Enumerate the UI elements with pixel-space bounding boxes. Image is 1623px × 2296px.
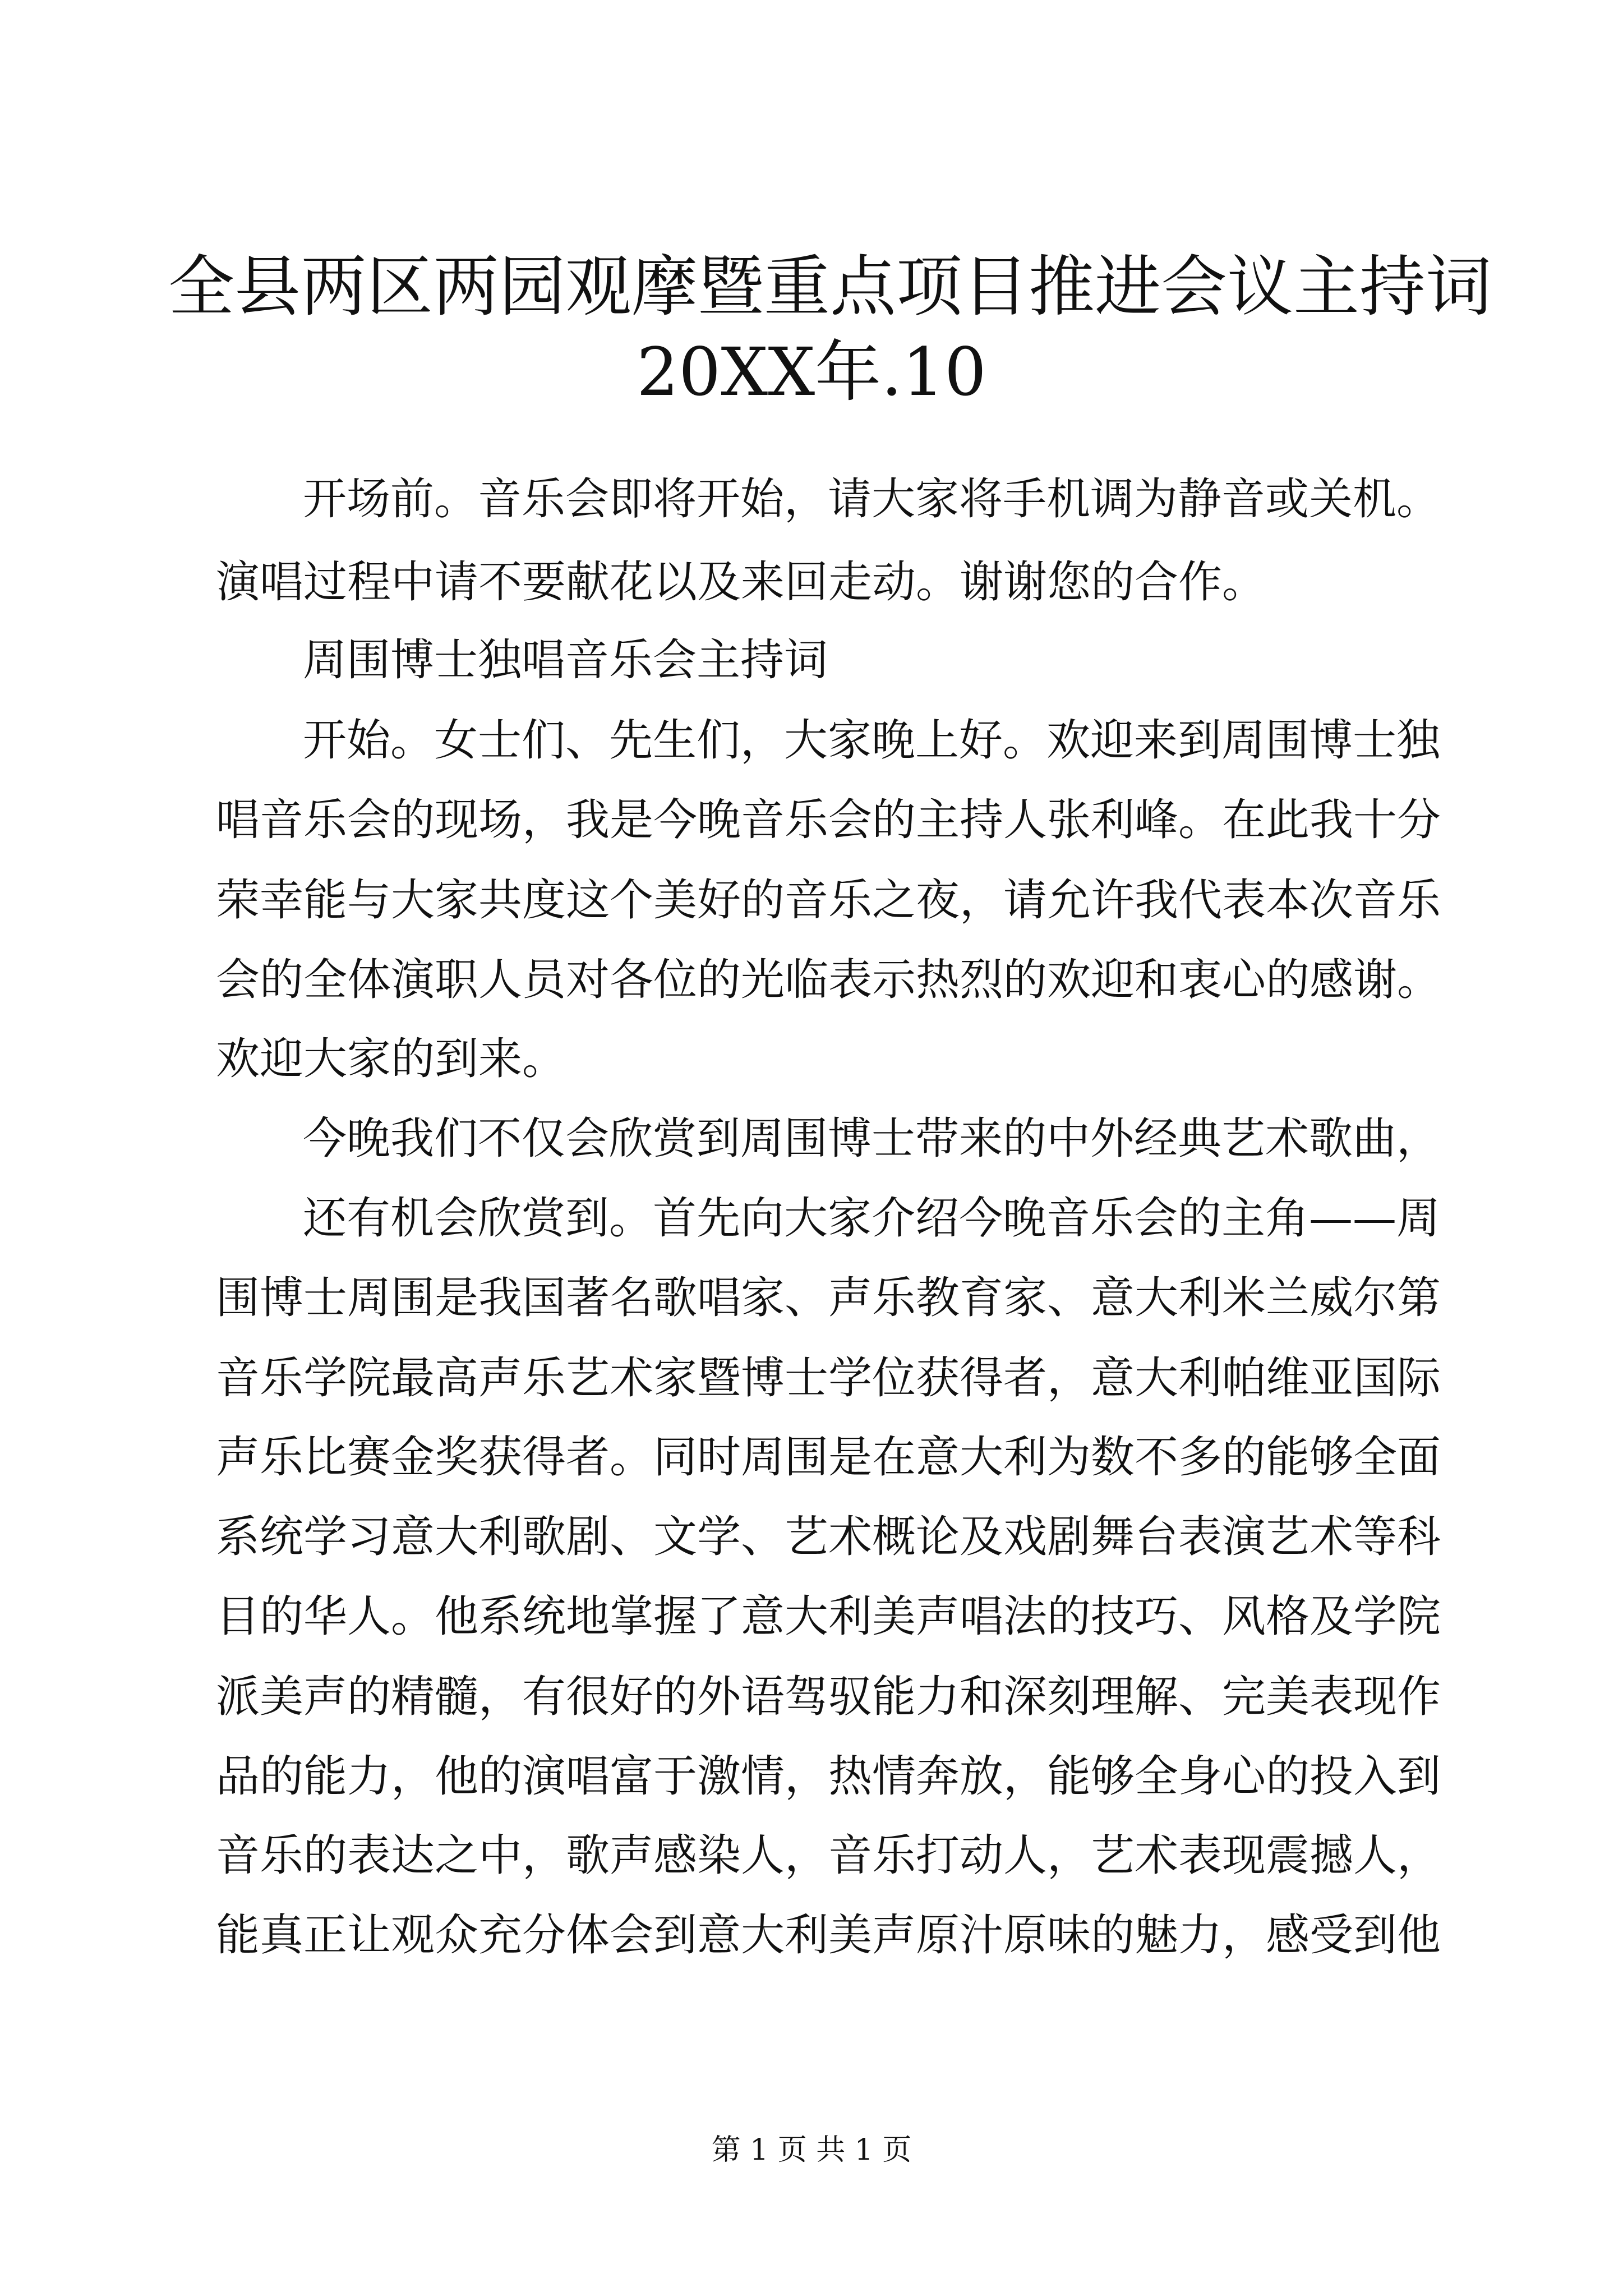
paragraph-line: 荣幸能与大家共度这个美好的音乐之夜，请允许我代表本次音乐	[216, 875, 1441, 926]
paragraph-line: 品的能力，他的演唱富于激情，热情奔放，能够全身心的投入到	[216, 1751, 1441, 1802]
paragraph-line: 目的华人。他系统地掌握了意大利美声唱法的技巧、风格及学院	[216, 1591, 1441, 1642]
section-heading: 周围博士独唱音乐会主持词	[303, 635, 828, 685]
paragraph-line: 还有机会欣赏到。首先向大家介绍今晚音乐会的主角——周	[303, 1193, 1441, 1244]
document-date: 20XX年.10	[637, 333, 986, 411]
paragraph-line: 开场前。音乐会即将开始，请大家将手机调为静音或关机。	[303, 474, 1441, 524]
paragraph-line: 声乐比赛金奖获得者。同时周围是在意大利为数不多的能够全面	[216, 1432, 1441, 1483]
document-title: 全县两区两园观摩暨重点项目推进会议主持词	[168, 248, 1492, 325]
paragraph-line: 演唱过程中请不要献花以及来回走动。谢谢您的合作。	[216, 557, 1266, 608]
paragraph-line: 唱音乐会的现场，我是今晚音乐会的主持人张利峰。在此我十分	[216, 795, 1441, 845]
paragraph-line: 系统学习意大利歌剧、文学、艺术概论及戏剧舞台表演艺术等科	[216, 1512, 1441, 1562]
paragraph-line: 派美声的精髓，有很好的外语驾驭能力和深刻理解、完美表现作	[216, 1672, 1441, 1722]
paragraph-line: 开始。女士们、先生们，大家晚上好。欢迎来到周围博士独	[303, 715, 1441, 766]
page-footer: 第 1 页 共 1 页	[711, 2133, 912, 2167]
paragraph-line: 围博士周围是我国著名歌唱家、声乐教育家、意大利米兰威尔第	[216, 1273, 1441, 1323]
paragraph-line: 欢迎大家的到来。	[216, 1034, 566, 1084]
paragraph-line: 会的全体演职人员对各位的光临表示热烈的欢迎和衷心的感谢。	[216, 955, 1441, 1005]
paragraph-line: 今晚我们不仅会欣赏到周围博士带来的中外经典艺术歌曲，	[303, 1114, 1441, 1164]
paragraph-line: 能真正让观众充分体会到意大利美声原汁原味的魅力，感受到他	[216, 1910, 1441, 1961]
paragraph-line: 音乐学院最高声乐艺术家暨博士学位获得者，意大利帕维亚国际	[216, 1353, 1441, 1404]
paragraph-line: 音乐的表达之中，歌声感染人，音乐打动人，艺术表现震撼人，	[216, 1830, 1441, 1881]
